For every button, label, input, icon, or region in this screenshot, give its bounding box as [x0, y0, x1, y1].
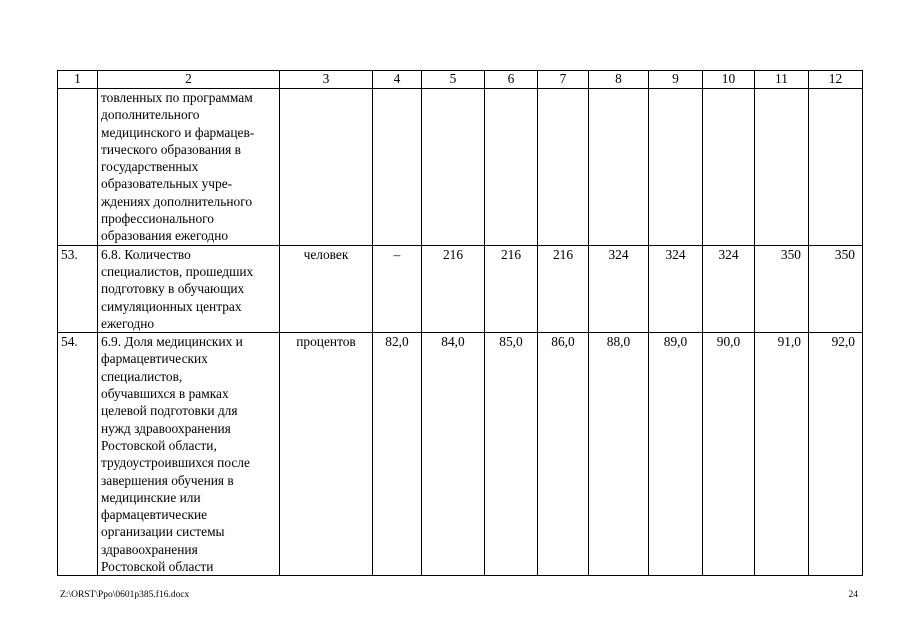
- column-header: 12: [809, 71, 863, 89]
- value-cell: 324: [649, 245, 703, 332]
- value-cell: 324: [703, 245, 755, 332]
- column-header: 5: [422, 71, 485, 89]
- column-header: 3: [280, 71, 373, 89]
- value-cell: 90,0: [703, 333, 755, 576]
- indicator-name: 6.8. Количество специалистов, прошедших подготовку в обучающих симуляционных центрах ежегодно: [98, 245, 280, 332]
- column-header: 11: [755, 71, 809, 89]
- value-cell: [809, 89, 863, 246]
- column-header: 10: [703, 71, 755, 89]
- value-cell: 82,0: [373, 333, 422, 576]
- value-cell: 216: [485, 245, 538, 332]
- table-row: [58, 245, 863, 332]
- indicator-name: товленных по программам дополнительного медицинского и фармацев- тического образования в государственных образовательных учре- ждениях дополнительного профессионального образования ежегодно: [98, 89, 280, 246]
- footer-file-path: Z:\ORST\Ppo\0601p385.f16.docx: [60, 590, 190, 600]
- value-cell: 84,0: [422, 333, 485, 576]
- value-cell: 216: [422, 245, 485, 332]
- table-row: [58, 89, 863, 246]
- value-cell: [422, 89, 485, 246]
- column-header: 2: [98, 71, 280, 89]
- value-cell: 88,0: [589, 333, 649, 576]
- column-header: 7: [538, 71, 589, 89]
- indicator-table: [57, 70, 863, 576]
- value-cell: 91,0: [755, 333, 809, 576]
- row-number: 54.: [58, 333, 98, 576]
- value-cell: [538, 89, 589, 246]
- row-number: 53.: [58, 245, 98, 332]
- unit-cell: процентов: [280, 333, 373, 576]
- value-cell: [373, 89, 422, 246]
- row-number: [58, 89, 98, 246]
- page-number: 24: [848, 590, 858, 600]
- column-header: 1: [58, 71, 98, 89]
- table-header-row: [58, 71, 863, 89]
- column-header: 6: [485, 71, 538, 89]
- column-header: 8: [589, 71, 649, 89]
- value-cell: 92,0: [809, 333, 863, 576]
- value-cell: 350: [755, 245, 809, 332]
- unit-cell: [280, 89, 373, 246]
- value-cell: [755, 89, 809, 246]
- value-cell: [589, 89, 649, 246]
- table-row: [58, 333, 863, 576]
- value-cell: 85,0: [485, 333, 538, 576]
- value-cell: 324: [589, 245, 649, 332]
- value-cell: –: [373, 245, 422, 332]
- column-header: 4: [373, 71, 422, 89]
- value-cell: [703, 89, 755, 246]
- column-header: 9: [649, 71, 703, 89]
- value-cell: 86,0: [538, 333, 589, 576]
- value-cell: [649, 89, 703, 246]
- value-cell: 89,0: [649, 333, 703, 576]
- indicator-name: 6.9. Доля медицинских и фармацевтических специалистов, обучавшихся в рамках целевой подготовки для нужд здравоохранения Ростовской области, трудоустроившихся после завершения обучения в медицинские или фармацевтические организации системы здравоохранения Ростовской области: [98, 333, 280, 576]
- value-cell: 350: [809, 245, 863, 332]
- unit-cell: человек: [280, 245, 373, 332]
- value-cell: 216: [538, 245, 589, 332]
- value-cell: [485, 89, 538, 246]
